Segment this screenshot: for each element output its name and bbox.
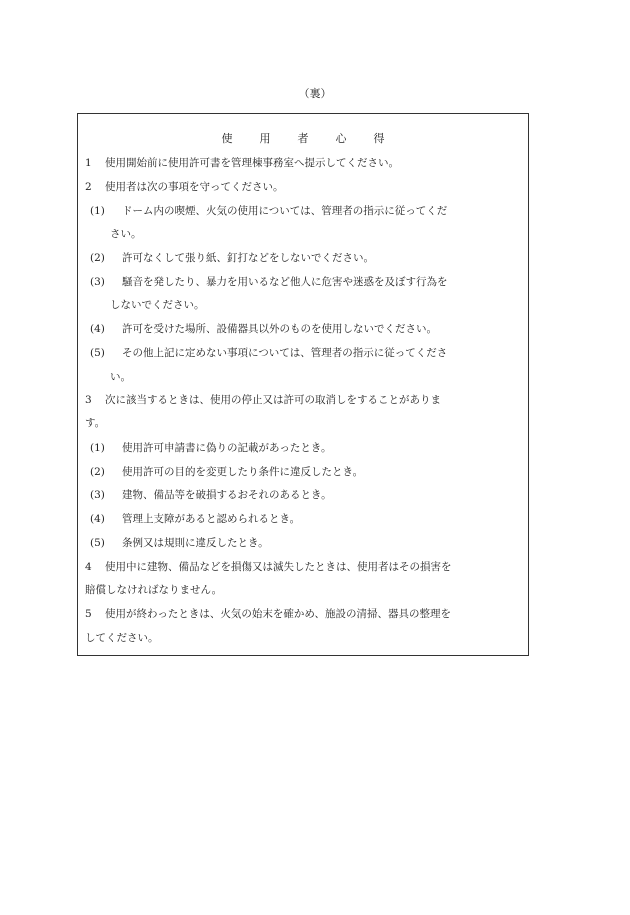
item-number: (2) (90, 466, 105, 478)
rule-5-continuation: してください。 (85, 632, 159, 644)
rule-text: 使用が終わったときは、火気の始末を確かめ、施設の清掃、器具の整理を (105, 608, 451, 620)
item-number: (2) (90, 252, 105, 264)
item-number: (3) (90, 489, 105, 501)
rule-text: 使用者は次の事項を守ってください。 (105, 181, 284, 193)
rule-4 (85, 559, 452, 575)
item-text: 管理上支障があると認められるとき。 (122, 513, 301, 525)
title-char: 用 (259, 132, 271, 145)
rule-2-item-5 (90, 345, 447, 361)
item-text: 建物、備品等を破損するおそれのあるとき。 (122, 489, 332, 501)
page-side-label: （裏） (298, 87, 332, 100)
rule-2-item-1 (90, 203, 447, 219)
rule-number: 1 (85, 157, 92, 169)
item-number: (5) (90, 347, 105, 359)
item-text: 条例又は規則に違反したとき。 (122, 537, 269, 549)
item-text: 騒音を発したり、暴力を用いるなど他人に危害や迷惑を及ぼす行為を (122, 276, 448, 288)
rule-2-item-1-continuation: さい。 (110, 228, 142, 240)
title-char: 使 (221, 132, 233, 145)
rule-3-item-5 (90, 535, 269, 551)
rule-2-item-3 (90, 274, 448, 290)
rule-text: 次に該当するときは、使用の停止又は許可の取消しをすることがありま (105, 394, 441, 406)
item-number: (4) (90, 513, 105, 525)
title-char: 得 (373, 132, 385, 145)
user-rules-box (77, 113, 529, 656)
rule-number: 2 (85, 181, 92, 193)
rule-5 (85, 606, 451, 622)
rule-1 (85, 155, 399, 171)
item-text: ドーム内の喫煙、火気の使用については、管理者の指示に従ってくだ (122, 205, 448, 217)
rule-2-item-5-continuation: い。 (110, 371, 131, 383)
item-number: (1) (90, 205, 105, 217)
rule-3-item-1 (90, 440, 331, 456)
rule-number: 4 (85, 561, 92, 573)
rule-number: 3 (85, 394, 92, 406)
rule-4-continuation: 賠償しなければなりません。 (85, 584, 223, 596)
item-text: 許可を受けた場所、設備器具以外のものを使用しないでください。 (122, 323, 437, 335)
rule-2 (85, 179, 284, 195)
rules-title (78, 131, 528, 147)
title-char: 心 (335, 132, 347, 145)
rule-2-item-3-continuation: しないでください。 (110, 299, 205, 311)
title-char: 者 (297, 132, 309, 145)
rule-3-item-3 (90, 487, 332, 503)
rule-2-item-2 (90, 250, 374, 266)
rule-2-item-4 (90, 321, 437, 337)
rule-3 (85, 392, 441, 408)
item-text: その他上記に定めない事項については、管理者の指示に従ってくださ (122, 347, 448, 359)
item-number: (1) (90, 442, 105, 454)
rule-3-item-2 (90, 464, 363, 480)
item-number: (5) (90, 537, 105, 549)
item-text: 使用許可の目的を変更したり条件に違反したとき。 (122, 466, 364, 478)
item-text: 使用許可申請書に偽りの記載があったとき。 (122, 442, 332, 454)
rule-text: 使用開始前に使用許可書を管理棟事務室へ提示してください。 (105, 157, 399, 169)
rule-3-continuation: す。 (85, 417, 106, 429)
item-number: (3) (90, 276, 105, 288)
item-number: (4) (90, 323, 105, 335)
item-text: 許可なくして張り紙、釘打などをしないでください。 (122, 252, 374, 264)
rule-text: 使用中に建物、備品などを損傷又は滅失したときは、使用者はその損害を (105, 561, 452, 573)
rule-number: 5 (85, 608, 92, 620)
rule-3-item-4 (90, 511, 300, 527)
